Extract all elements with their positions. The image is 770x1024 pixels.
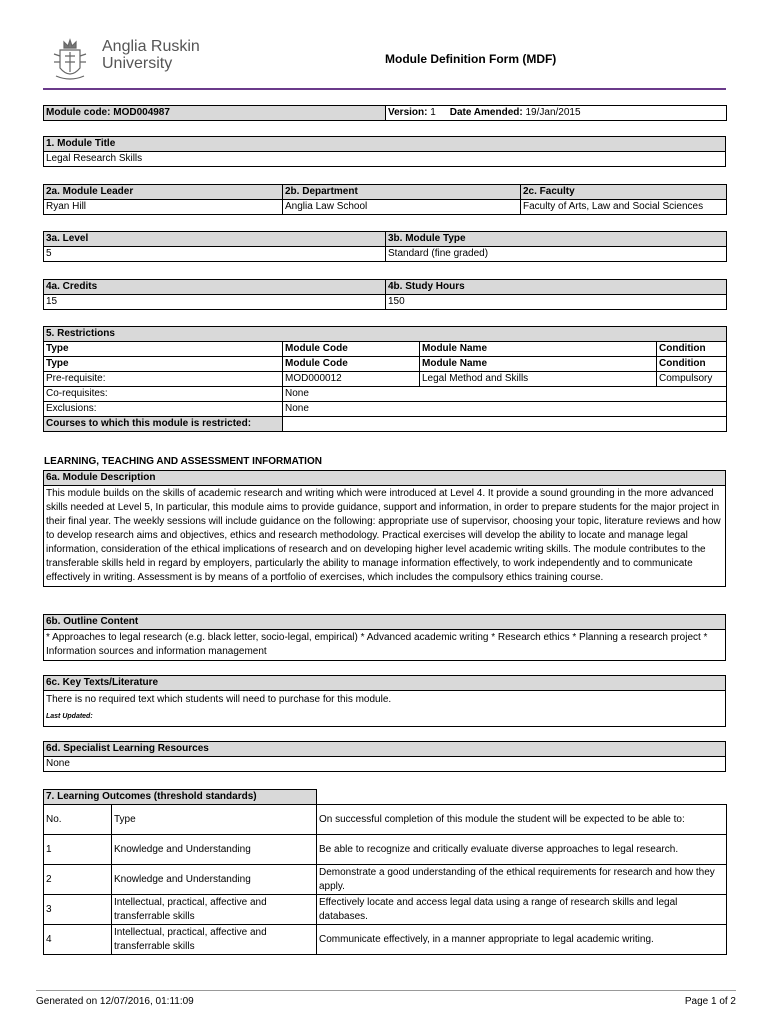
module-description-text: This module builds on the skills of academic research and writing which were introduced at Level 4. It provide a sound grounding in the more advanced skills needed at Level 5, In particular, this module aims to provide guidance, support and information, in order to prepare students for the major project in their final year. The weekly sessions will include guidance on the following: appropriate use of supervisor, choosing your topic, literature reviews and how to develop research aims and objectives, ethics and research methodology. Practical exercises will develop the ability to locate and manage legal information, consideration of the ethical implications of research and on developing higher level academic writing skills. The module contributes to the transferable skills held in regard by employers, particularly the ability to manage information effectively, to work independently and to communicate effectively in writing. Assessment is by means of a portfolio of exercises, which includes the compulsory ethics training course. (44, 486, 726, 587)
table-row: 4 Intellectual, practical, affective and transferrable skills Communicate effectively, in a manner appropriate to legal academic writing. (44, 925, 727, 955)
study-hours-label: 4b. Study Hours (386, 280, 727, 295)
key-texts-table (43, 675, 726, 727)
outline-content-text: * Approaches to legal research (e.g. black letter, socio-legal, empirical) * Advanced academic writing * Research ethics * Planning a research project * Information sources and information management (44, 630, 726, 661)
restrictions-label: 5. Restrictions (44, 327, 727, 342)
restrictions-col-condition: Condition (657, 342, 727, 357)
restrictions-col-name: Module Name (420, 342, 657, 357)
table-row: 1 Knowledge and Understanding Be able to recognize and critically evaluate diverse approaches to legal research. (44, 835, 727, 865)
table-row: Exclusions: None (44, 402, 727, 417)
faculty-label: 2c. Faculty (521, 185, 727, 200)
module-title-label: 1. Module Title (44, 137, 726, 152)
module-title-value: Legal Research Skills (44, 152, 726, 167)
last-updated-label: Last Updated: (46, 713, 93, 720)
department-label: 2b. Department (283, 185, 521, 200)
form-title: Module Definition Form (MDF) (385, 52, 557, 66)
version-cell: Version: 1 Date Amended: 19/Jan/2015 (386, 106, 727, 121)
module-type-value: Standard (fine graded) (386, 247, 727, 262)
module-leader-value: Ryan Hill (44, 200, 283, 215)
credits-label: 4a. Credits (44, 280, 386, 295)
key-texts-cell (44, 691, 726, 727)
credits-value: 15 (44, 295, 386, 310)
module-leader-table (43, 184, 727, 215)
key-texts-label: 6c. Key Texts/Literature (44, 676, 726, 691)
version-value: 1 (430, 107, 436, 118)
module-type-label: 3b. Module Type (386, 232, 727, 247)
restrictions-col-condition-repeat: Condition (657, 357, 727, 372)
module-code: MOD004987 (113, 107, 170, 118)
credits-table (43, 279, 727, 310)
table-row: Co-requisites: None (44, 387, 727, 402)
faculty-value: Faculty of Arts, Law and Social Sciences (521, 200, 727, 215)
level-label: 3a. Level (44, 232, 386, 247)
generated-timestamp: Generated on 12/07/2016, 01:11:09 (36, 996, 194, 1007)
logo-line-2: University (102, 55, 173, 72)
summary-table (43, 105, 727, 121)
page-number: Page 1 of 2 (684, 996, 736, 1007)
courses-restricted-value (283, 417, 727, 432)
level-table (43, 231, 727, 262)
restrictions-col-type: Type (44, 342, 283, 357)
module-code-cell: Module code: MOD004987 (44, 106, 386, 121)
restrictions-col-name-repeat: Module Name (420, 357, 657, 372)
module-description-table (43, 470, 726, 587)
learning-section-heading: LEARNING, TEACHING AND ASSESSMENT INFORMATION (44, 456, 322, 467)
department-value: Anglia Law School (283, 200, 521, 215)
learning-outcomes-table (43, 789, 727, 955)
learning-resources-value: None (44, 757, 726, 772)
table-row: 3 Intellectual, practical, affective and transferrable skills Effectively locate and access legal data using a range of research skills and legal databases. (44, 895, 727, 925)
outcomes-col-no: No. (44, 805, 112, 835)
restrictions-col-type-repeat: Type (44, 357, 283, 372)
date-amended: 19/Jan/2015 (525, 107, 581, 118)
learning-outcomes-label: 7. Learning Outcomes (threshold standards) (44, 790, 317, 805)
logo-line-1: Anglia Ruskin (102, 38, 200, 55)
study-hours-value: 150 (386, 295, 727, 310)
restrictions-col-code: Module Code (283, 342, 420, 357)
restrictions-table (43, 326, 727, 432)
outcomes-col-type: Type (112, 805, 317, 835)
outline-content-label: 6b. Outline Content (44, 615, 726, 630)
outline-content-table (43, 614, 726, 661)
module-leader-label: 2a. Module Leader (44, 185, 283, 200)
level-value: 5 (44, 247, 386, 262)
module-title-table (43, 136, 726, 167)
table-row: Pre-requisite: MOD000012 Legal Method and Skills Compulsory (44, 372, 727, 387)
footer-divider (36, 990, 736, 991)
outcomes-intro: On successful completion of this module the student will be expected to be able to: (317, 805, 727, 835)
learning-resources-label: 6d. Specialist Learning Resources (44, 742, 726, 757)
key-texts-text: There is no required text which students will need to purchase for this module. (46, 694, 392, 705)
university-logo-text (102, 38, 200, 72)
restrictions-col-code-repeat: Module Code (283, 357, 420, 372)
courses-restricted-label: Courses to which this module is restricted: (44, 417, 283, 432)
module-description-label: 6a. Module Description (44, 471, 726, 486)
header-divider (43, 88, 726, 90)
table-row: 2 Knowledge and Understanding Demonstrate a good understanding of the ethical requirements for research and how they apply. (44, 865, 727, 895)
learning-resources-table (43, 741, 726, 772)
